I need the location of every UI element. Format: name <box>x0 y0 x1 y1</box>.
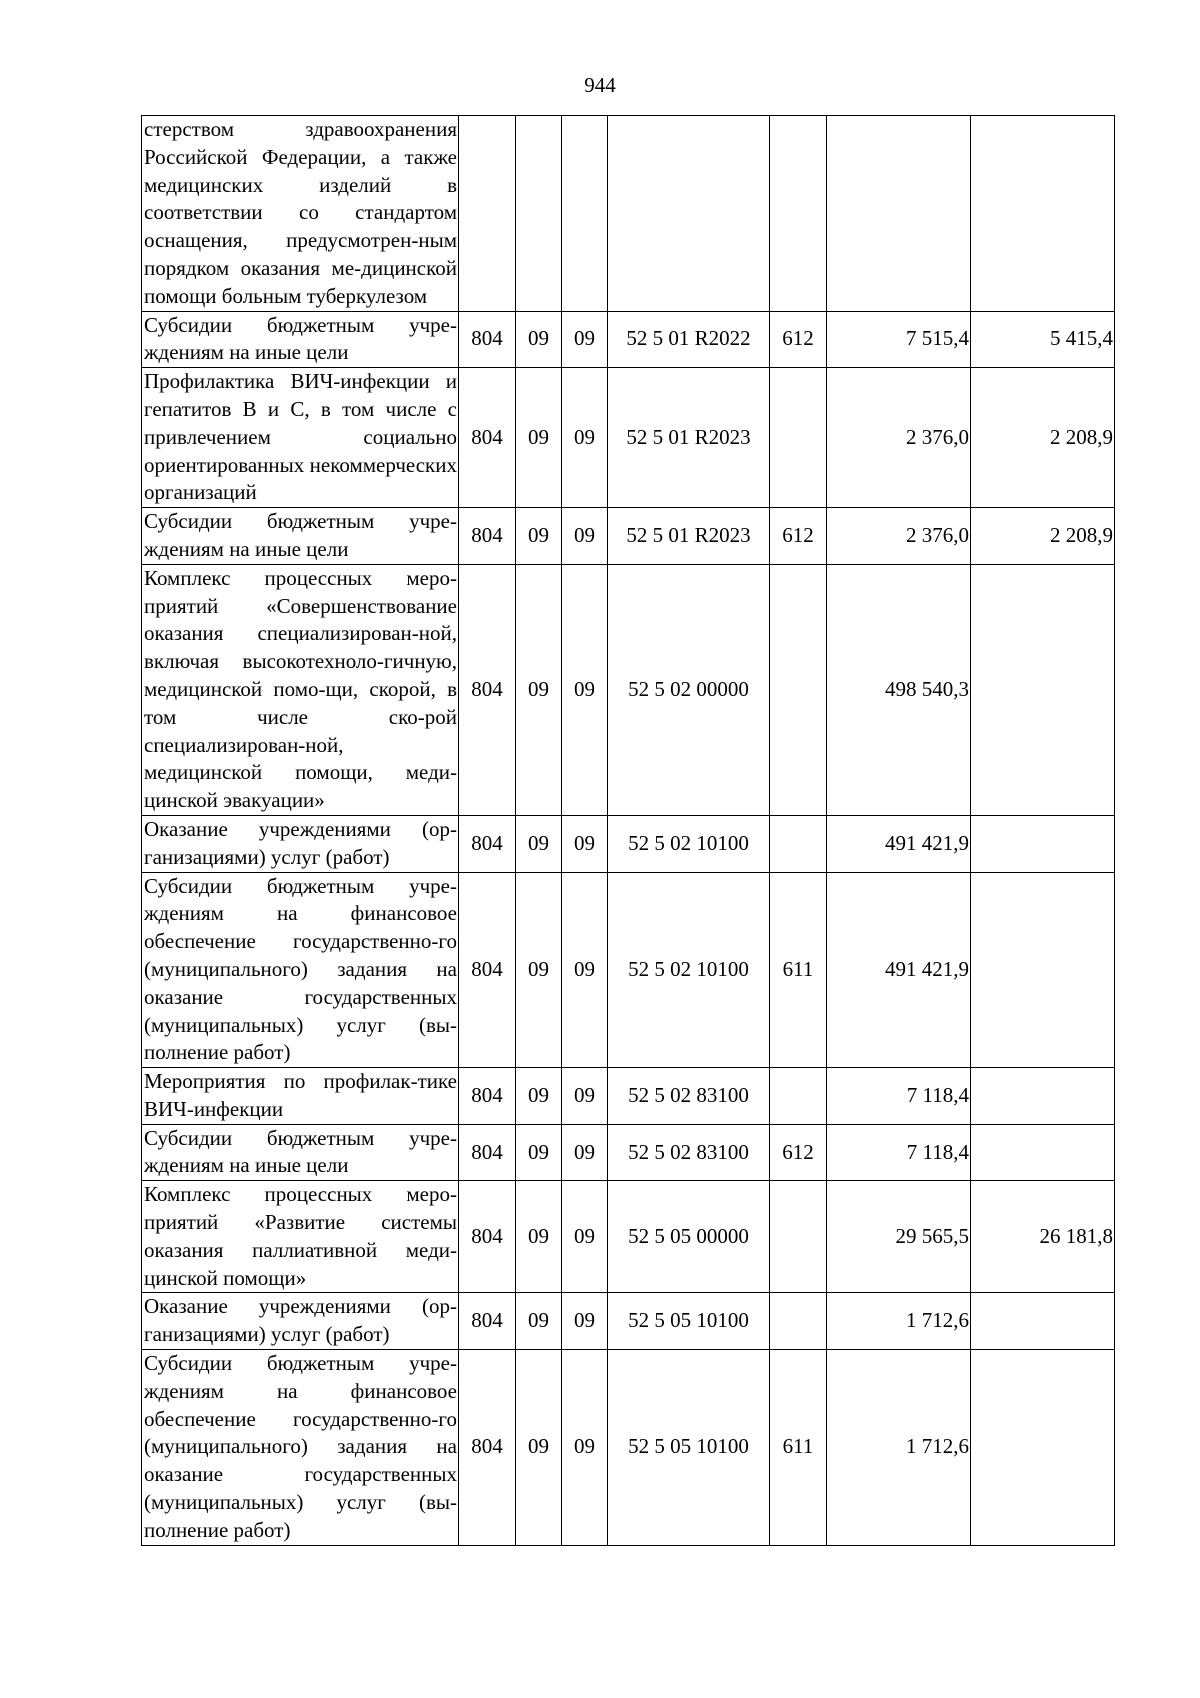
section-code: 09 <box>516 311 562 368</box>
target-article-code: 52 5 05 00000 <box>608 1181 770 1293</box>
amount-first: 7 515,4 <box>827 311 971 368</box>
ministry-code: 804 <box>459 508 516 565</box>
expense-type-code <box>770 116 827 312</box>
subsection-code: 09 <box>562 368 608 508</box>
table-row <box>142 116 1115 312</box>
row-description: Субсидии бюджетным учре-ждениям на иные цели <box>142 311 459 368</box>
row-description: Оказание учреждениями (ор-ганизациями) услуг (работ) <box>142 1293 459 1350</box>
amount-first <box>827 116 971 312</box>
subsection-code: 09 <box>562 1293 608 1350</box>
amount-first: 7 118,4 <box>827 1124 971 1181</box>
section-code: 09 <box>516 1124 562 1181</box>
page-number: 944 <box>584 73 616 97</box>
row-description: Субсидии бюджетным учре-ждениям на финансовое обеспечение государственно-го (муниципального) задания на оказание государственных (муниципальных) услуг (вы-полнение работ) <box>142 872 459 1068</box>
subsection-code: 09 <box>562 508 608 565</box>
row-description: стерством здравоохранения Российской Федерации, а также медицинских изделий в соответствии со стандартом оснащения, предусмотрен-ным порядком оказания ме-дицинской помощи больным туберкулезом <box>142 116 459 312</box>
ministry-code: 804 <box>459 1124 516 1181</box>
table-row <box>142 564 1115 815</box>
amount-second <box>971 815 1115 872</box>
amount-first: 491 421,9 <box>827 872 971 1068</box>
expense-type-code: 612 <box>770 1124 827 1181</box>
section-code: 09 <box>516 368 562 508</box>
amount-second: 5 415,4 <box>971 311 1115 368</box>
table-row <box>142 368 1115 508</box>
row-description: Профилактика ВИЧ-инфекции и гепатитов B и C, в том числе с привлечением социально ориентированных некоммерческих организаций <box>142 368 459 508</box>
amount-first: 498 540,3 <box>827 564 971 815</box>
amount-second <box>971 564 1115 815</box>
ministry-code <box>459 116 516 312</box>
amount-second: 26 181,8 <box>971 1181 1115 1293</box>
expense-type-code <box>770 1068 827 1125</box>
expense-type-code: 612 <box>770 311 827 368</box>
amount-second <box>971 1124 1115 1181</box>
amount-second: 2 208,9 <box>971 508 1115 565</box>
row-description: Комплекс процессных меро-приятий «Совершенствование оказания специализирован-ной, включая высокотехноло-гичную, медицинской помо-щи, скорой, в том числе ско-рой специализирован-ной, медицинской помощи, меди-цинской эвакуации» <box>142 564 459 815</box>
ministry-code: 804 <box>459 1350 516 1546</box>
amount-second <box>971 1068 1115 1125</box>
target-article-code: 52 5 05 10100 <box>608 1293 770 1350</box>
section-code: 09 <box>516 1350 562 1546</box>
amount-second <box>971 1350 1115 1546</box>
budget-table <box>141 115 1115 1546</box>
section-code: 09 <box>516 1068 562 1125</box>
amount-first: 29 565,5 <box>827 1181 971 1293</box>
section-code: 09 <box>516 1181 562 1293</box>
expense-type-code: 611 <box>770 1350 827 1546</box>
table-row <box>142 1293 1115 1350</box>
subsection-code: 09 <box>562 1124 608 1181</box>
amount-second <box>971 1293 1115 1350</box>
section-code: 09 <box>516 815 562 872</box>
expense-type-code <box>770 564 827 815</box>
target-article-code: 52 5 02 10100 <box>608 872 770 1068</box>
ministry-code: 804 <box>459 872 516 1068</box>
expense-type-code <box>770 1181 827 1293</box>
subsection-code: 09 <box>562 311 608 368</box>
table-row <box>142 815 1115 872</box>
expense-type-code: 612 <box>770 508 827 565</box>
expense-type-code <box>770 368 827 508</box>
amount-first: 491 421,9 <box>827 815 971 872</box>
expense-type-code <box>770 815 827 872</box>
section-code <box>516 116 562 312</box>
table-row <box>142 508 1115 565</box>
subsection-code: 09 <box>562 1350 608 1546</box>
row-description: Субсидии бюджетным учре-ждениям на иные цели <box>142 508 459 565</box>
table-row <box>142 311 1115 368</box>
row-description: Субсидии бюджетным учре-ждениям на финансовое обеспечение государственно-го (муниципального) задания на оказание государственных (муниципальных) услуг (вы-полнение работ) <box>142 1350 459 1546</box>
subsection-code: 09 <box>562 1068 608 1125</box>
section-code: 09 <box>516 1293 562 1350</box>
section-code: 09 <box>516 872 562 1068</box>
amount-first: 2 376,0 <box>827 368 971 508</box>
target-article-code: 52 5 01 R2022 <box>608 311 770 368</box>
table-row <box>142 1068 1115 1125</box>
amount-second <box>971 872 1115 1068</box>
ministry-code: 804 <box>459 1293 516 1350</box>
subsection-code: 09 <box>562 564 608 815</box>
table-row <box>142 1124 1115 1181</box>
amount-first: 1 712,6 <box>827 1350 971 1546</box>
ministry-code: 804 <box>459 1068 516 1125</box>
row-description: Мероприятия по профилак-тике ВИЧ-инфекции <box>142 1068 459 1125</box>
amount-first: 1 712,6 <box>827 1293 971 1350</box>
target-article-code: 52 5 02 83100 <box>608 1124 770 1181</box>
amount-second <box>971 116 1115 312</box>
ministry-code: 804 <box>459 368 516 508</box>
target-article-code: 52 5 02 00000 <box>608 564 770 815</box>
table-row <box>142 872 1115 1068</box>
subsection-code: 09 <box>562 815 608 872</box>
ministry-code: 804 <box>459 815 516 872</box>
section-code: 09 <box>516 508 562 565</box>
amount-first: 7 118,4 <box>827 1068 971 1125</box>
row-description: Комплекс процессных меро-приятий «Развитие системы оказания паллиативной меди-цинской помощи» <box>142 1181 459 1293</box>
expense-type-code <box>770 1293 827 1350</box>
target-article-code: 52 5 01 R2023 <box>608 368 770 508</box>
ministry-code: 804 <box>459 564 516 815</box>
table-row <box>142 1181 1115 1293</box>
target-article-code: 52 5 02 10100 <box>608 815 770 872</box>
section-code: 09 <box>516 564 562 815</box>
target-article-code: 52 5 01 R2023 <box>608 508 770 565</box>
ministry-code: 804 <box>459 1181 516 1293</box>
subsection-code: 09 <box>562 1181 608 1293</box>
subsection-code: 09 <box>562 872 608 1068</box>
amount-second: 2 208,9 <box>971 368 1115 508</box>
expense-type-code: 611 <box>770 872 827 1068</box>
target-article-code <box>608 116 770 312</box>
row-description: Субсидии бюджетным учре-ждениям на иные цели <box>142 1124 459 1181</box>
ministry-code: 804 <box>459 311 516 368</box>
table-row <box>142 1350 1115 1546</box>
subsection-code <box>562 116 608 312</box>
target-article-code: 52 5 05 10100 <box>608 1350 770 1546</box>
row-description: Оказание учреждениями (ор-ганизациями) услуг (работ) <box>142 815 459 872</box>
amount-first: 2 376,0 <box>827 508 971 565</box>
target-article-code: 52 5 02 83100 <box>608 1068 770 1125</box>
